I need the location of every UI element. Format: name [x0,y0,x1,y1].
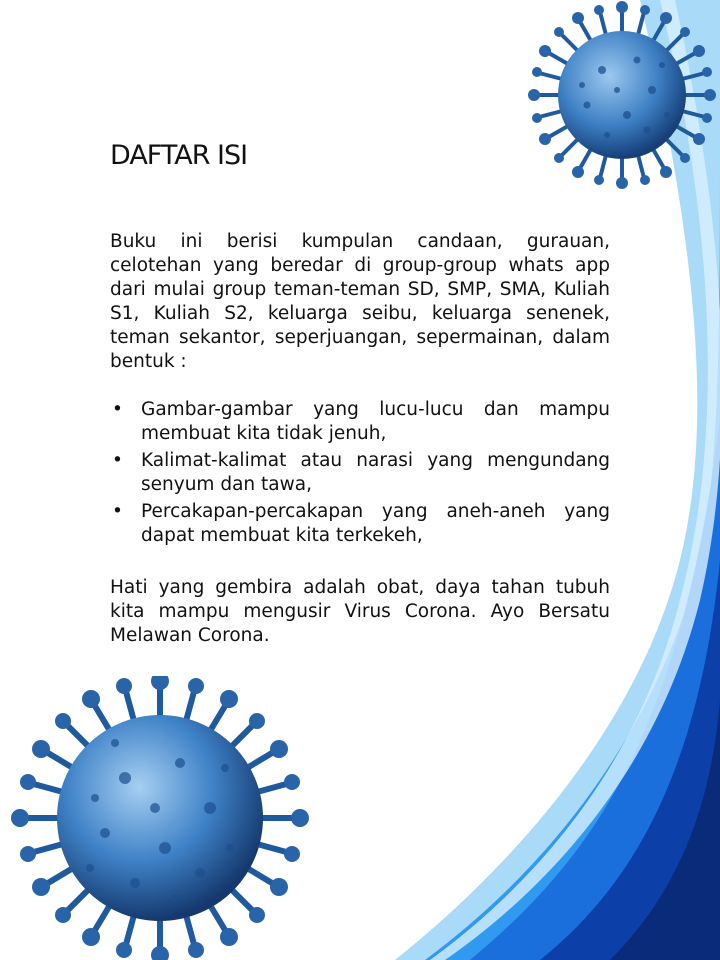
page-title: DAFTAR ISI [110,140,248,171]
closing-paragraph: Hati yang gembira adalah obat, daya tahan tubuh kita mampu mengusir Virus Corona. Ayo Bersatu Melawan Corona. [110,577,610,647]
list-item-text: Gambar-gambar yang lucu-lucu dan mampu membuat kita tidak jenuh, [141,399,610,445]
intro-paragraph: Buku ini berisi kumpulan candaan, gurauan, celotehan yang beredar di group-group whats app dari mulai group teman-teman SD, SMP, SMA, Kuliah S1, Kuliah S2, keluarga seibu, keluarga senenek, teman sekantor, seperjuangan, sepermainan, dalam bentuk : [110,231,610,373]
list-item [110,398,610,446]
list-item-text: Percakapan-percakapan yang aneh-aneh yang dapat membuat kita terkekeh, [141,501,610,547]
bullet-icon: • [112,501,123,523]
bullet-icon: • [112,399,123,421]
bullet-list [110,398,610,548]
content-block [110,140,610,648]
bullet-icon: • [112,450,123,472]
list-item [110,500,610,548]
list-item-text: Kalimat-kalimat atau narasi yang mengundang senyum dan tawa, [141,450,610,496]
virus-image-bottom [0,676,320,960]
list-item [110,449,610,497]
